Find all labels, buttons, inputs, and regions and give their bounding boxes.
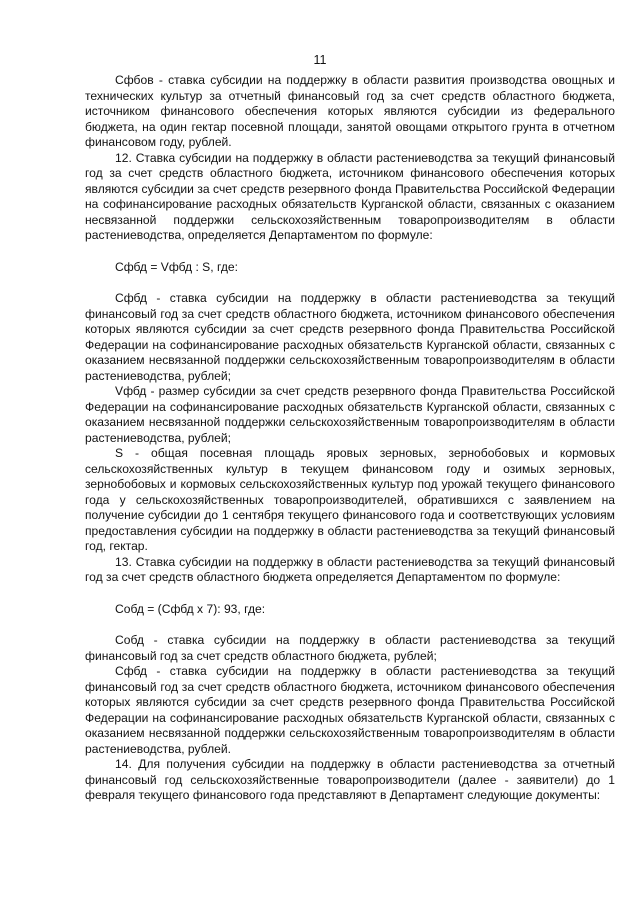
paragraph-sfbd-definition-2: Сфбд - ставка субсидии на поддержку в области растениеводства за текущий финансовый год за счет средств областного бюджета, источником финансового обеспечения которых являются субсидии за счет средств резервного фонда Правительства Российской Федерации на софинансирование расходных обязательств Курганской области, связанных с оказанием несвязанной поддержки сельскохозяйственным товаропроизводителям в области растениеводства, рублей.	[85, 664, 615, 756]
spacer	[85, 617, 615, 633]
paragraph-clause-13: 13. Ставка субсидии на поддержку в области растениеводства за текущий финансовый год за счет средств областного бюджета определяется Департаментом по формуле:	[85, 554, 615, 584]
page-number: 11	[313, 53, 327, 67]
paragraph-sobd-definition: Собд - ставка субсидии на поддержку в области растениеводства за текущий финансовый год за счет средств областного бюджета, рублей;	[85, 633, 615, 663]
document-body	[85, 73, 615, 804]
formula-sfbd: Сфбд = Vфбд : S, где:	[115, 259, 238, 274]
paragraph-s-definition: S - общая посевная площадь яровых зерновых, зернобобовых и кормовых сельскохозяйственных культур в текущем финансовом году и озимых зерновых, зернобобовых и кормовых сельскохозяйственных культур под урожай текущего финансового года у сельскохозяйственных товаропроизводителей, обратившихся с заявлением на получение субсидии до 1 сентября текущего финансового года и соответствующих условиям предоставления субсидии на поддержку в области растениеводства за текущий финансовый год, гектар.	[85, 446, 615, 553]
spacer	[85, 586, 615, 602]
spacer	[85, 275, 615, 291]
paragraph-vfbd-definition: Vфбд - размер субсидии за счет средств резервного фонда Правительства Российской Федерации на софинансирование расходных обязательств Курганской области, связанных с оказанием несвязанной поддержки сельскохозяйственным товаропроизводителям в области растениеводства, рублей;	[85, 384, 615, 445]
paragraph-clause-12: 12. Ставка субсидии на поддержку в области растениеводства за текущий финансовый год за счет средств областного бюджета, источником финансового обеспечения которых являются субсидии за счет средств резервного фонда Правительства Российской Федерации на софинансирование расходных обязательств Курганской области, связанных с оказанием несвязанной поддержки сельскохозяйственным товаропроизводителям в области растениеводства, определяется Департаментом по формуле:	[85, 150, 615, 242]
paragraph-sfbov-definition: Сфбов - ставка субсидии на поддержку в области развития производства овощных и технических культур за отчетный финансовый год за счет средств областного бюджета, источником финансового обеспечения которых являются субсидии из федерального бюджета, на один гектар посевной площади, занятой овощами открытого грунта в отчетном финансовом году, рублей.	[85, 73, 615, 149]
paragraph-sfbd-definition: Сфбд - ставка субсидии на поддержку в области растениеводства за текущий финансовый год за счет средств областного бюджета, источником финансового обеспечения которых являются субсидии за счет средств резервного фонда Правительства Российской Федерации на софинансирование расходных обязательств Курганской области, связанных с оказанием несвязанной поддержки сельскохозяйственным товаропроизводителям в области растениеводства, рублей;	[85, 291, 615, 383]
formula-sobd: Собд = (Сфбд х 7): 93, где:	[115, 601, 266, 616]
spacer	[85, 244, 615, 260]
paragraph-clause-14: 14. Для получения субсидии на поддержку в области растениеводства за отчетный финансовый год сельскохозяйственные товаропроизводители (далее - заявители) до 1 февраля текущего финансового года представляют в Департамент следующие документы:	[85, 757, 615, 802]
